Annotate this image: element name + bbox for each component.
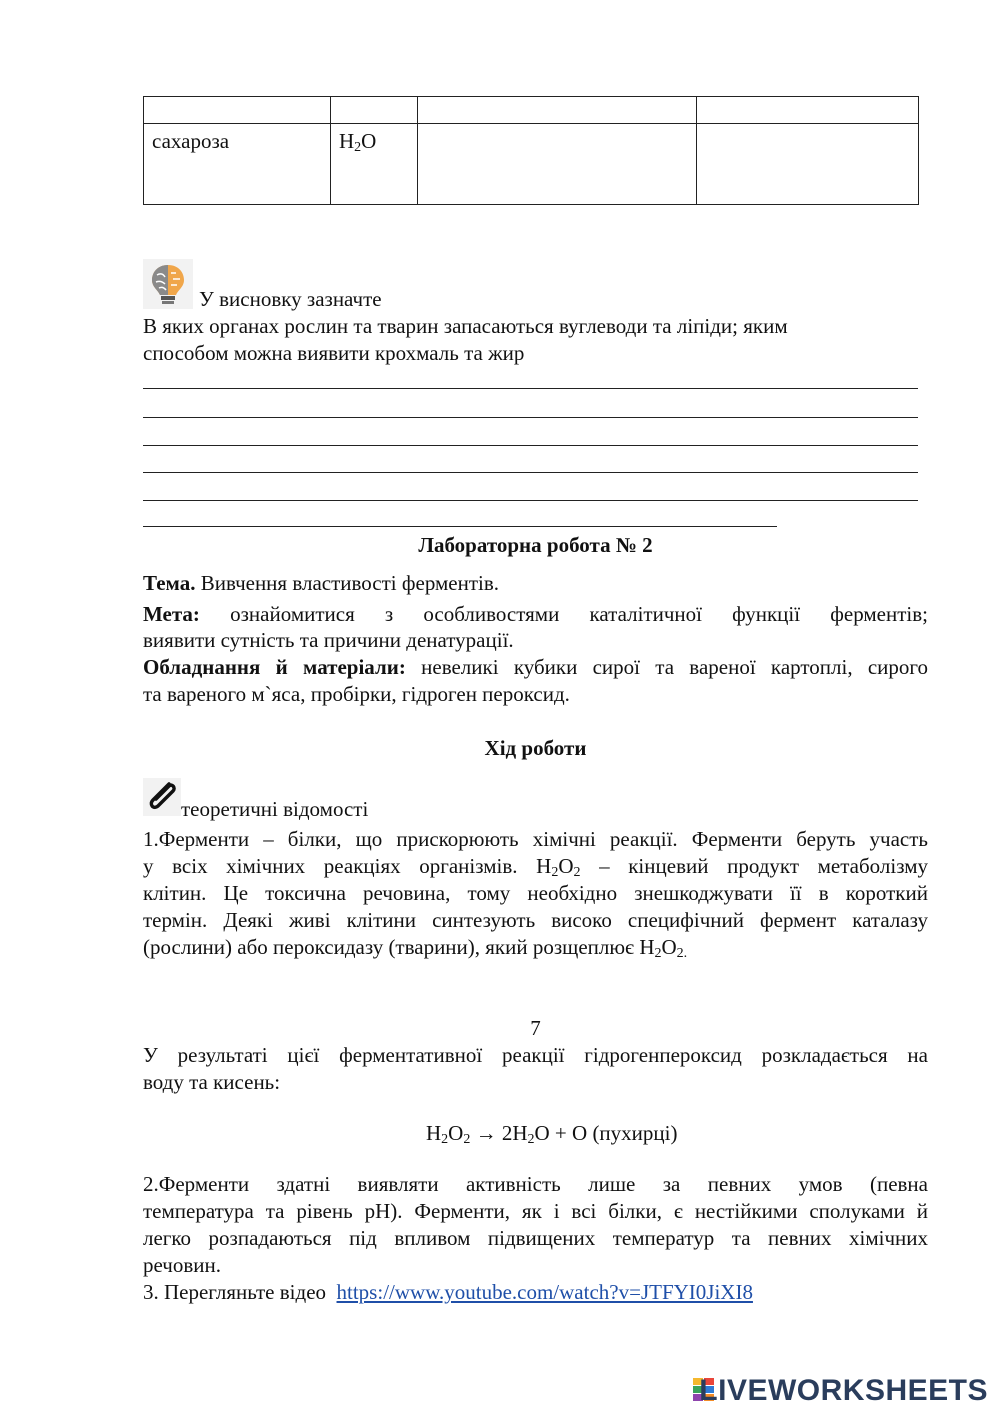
equipment-line2: та вареного м`яса, пробірки, гідроген пероксид.	[143, 682, 570, 706]
equipment-line1: Обладнання й матеріали: невеликі кубики сирої та вареної картоплі, сирого	[143, 655, 928, 679]
table-row	[144, 124, 919, 205]
video-line	[143, 1279, 753, 1306]
p3-line2: температура та рівень pH). Ферменти, як і всі білки, є нестійкими сполуками й	[143, 1199, 928, 1223]
goal-line2: виявити сутність та причини денатурації.	[143, 628, 514, 652]
p1-line5: (рослини) або пероксидазу (тварини), який розщеплює $H_2O_{2.}$	[143, 935, 688, 961]
p1-line3: клітин. Це токсична речовина, тому необхідно знешкоджувати її в короткий	[143, 881, 928, 905]
answer-line[interactable]	[143, 526, 777, 527]
paperclip-icon	[143, 778, 181, 816]
theory-heading: теоретичні відомості	[181, 797, 369, 821]
p1-line4: термін. Деякі живі клітини синтезують високо специфічний фермент каталазу	[143, 908, 928, 932]
video-link[interactable]: https://www.youtube.com/watch?v=JTFYI0JiXI8	[336, 1280, 753, 1304]
conclusion-heading: У висновку зазначте	[199, 287, 382, 311]
conclusion-question-line2: способом можна виявити крохмаль та жир	[143, 341, 525, 365]
table-cell-sucrose: сахароза	[144, 124, 331, 205]
answer-line[interactable]	[143, 500, 918, 501]
liveworksheets-logo: LIVEWORKSHEETS	[699, 1374, 988, 1407]
page-number: 7	[530, 1016, 541, 1040]
table-cell-answer[interactable]	[697, 124, 919, 205]
topic-line: Тема. Вивчення властивості ферментів.	[143, 571, 500, 595]
video-label: 3. Перегляньте відео	[143, 1280, 327, 1304]
substances-table	[143, 96, 919, 205]
water-sub: 2	[354, 140, 362, 155]
answer-line[interactable]	[143, 472, 918, 473]
water-h: H	[339, 129, 355, 153]
answer-line[interactable]	[143, 417, 918, 418]
table-cell	[418, 97, 697, 124]
table-cell-water	[331, 124, 418, 205]
conclusion-question-line1: В яких органах рослин та тварин запасаються вуглеводи та ліпіди; яким	[143, 314, 788, 338]
reaction-equation: $H_2O_2 \to 2H_2O + O$ (пухирці)	[426, 1121, 678, 1147]
table-row	[144, 97, 919, 124]
lab-title: Лабораторна робота № 2	[418, 533, 653, 557]
answer-line[interactable]	[143, 388, 918, 389]
p2-line1: У результаті цієї ферментативної реакції гідрогенпероксид розкладається на	[143, 1043, 928, 1067]
p3-line3: легко розпадаються під впливом підвищених температур та певних хімічних	[143, 1226, 928, 1250]
p3-line4: речовин.	[143, 1253, 222, 1277]
table-cell	[697, 97, 919, 124]
table-cell	[331, 97, 418, 124]
procedure-title: Хід роботи	[484, 736, 587, 760]
p2-line2: воду та кисень:	[143, 1070, 281, 1094]
p1-line1: 1.Ферменти – білки, що прискорюють хімічні реакції. Ферменти беруть участь	[143, 827, 928, 851]
table-cell-answer[interactable]	[418, 124, 697, 205]
goal-line1: Мета: ознайомитися з особливостями каталітичної функції ферментів;	[143, 602, 928, 626]
lightbulb-brain-icon	[143, 259, 193, 309]
water-o: O	[361, 129, 377, 153]
p3-line1: 2.Ферменти здатні виявляти активність лише за певних умов (певна	[143, 1172, 928, 1196]
p1-line2: у всіх хімічних реакціях організмів. $H_2O_2$ – кінцевий продукт метаболізму	[143, 854, 928, 880]
answer-line[interactable]	[143, 445, 918, 446]
table-cell	[144, 97, 331, 124]
